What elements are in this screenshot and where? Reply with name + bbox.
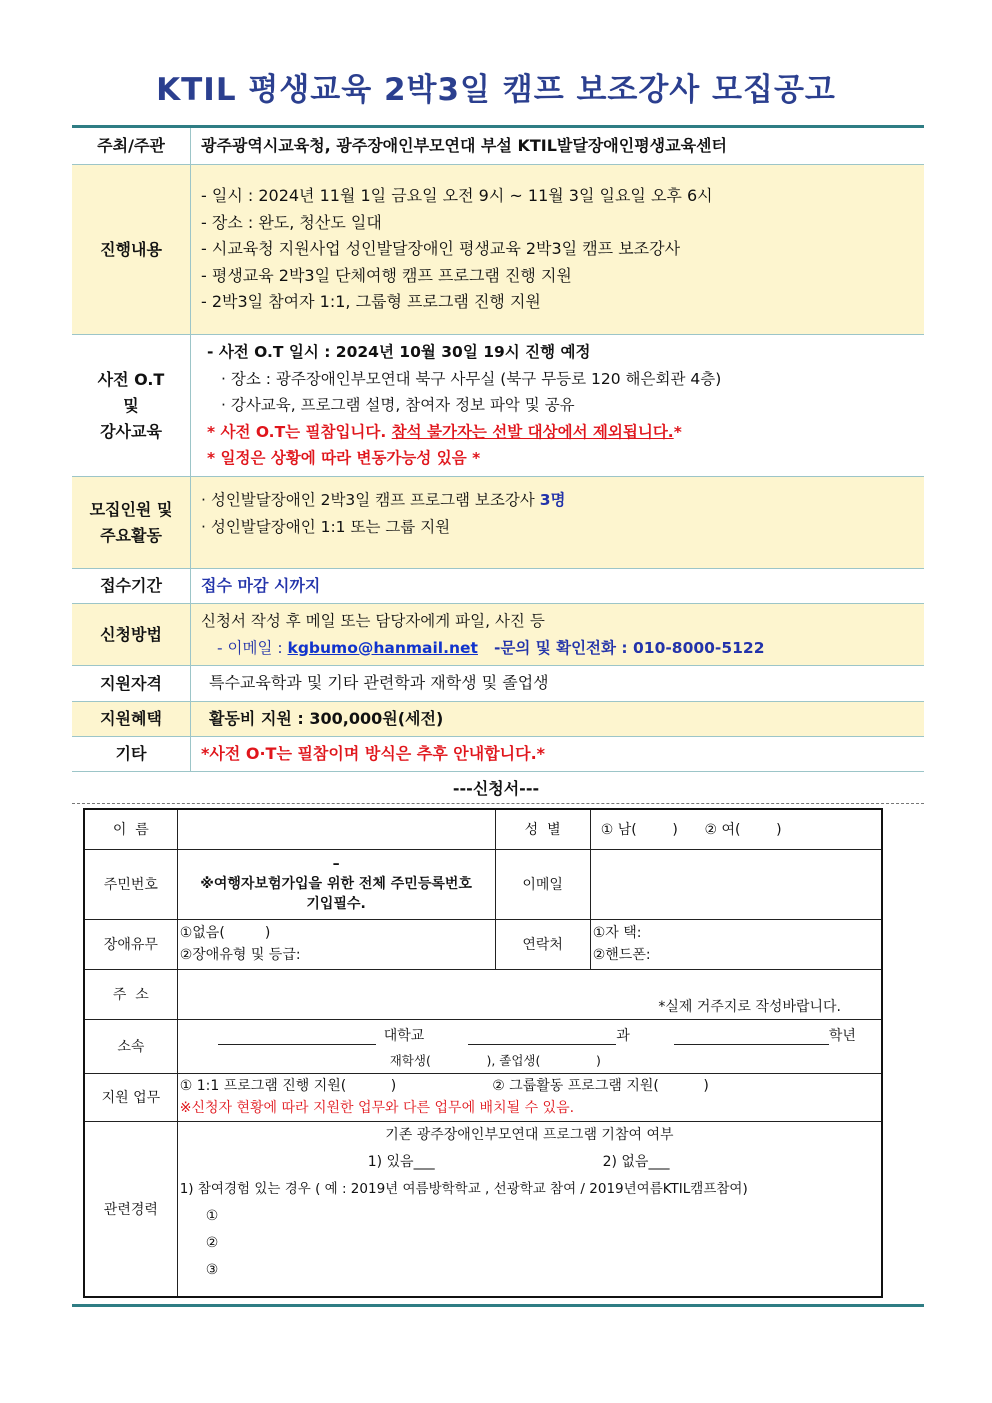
- contact-label: 연락처: [495, 919, 590, 969]
- content-line: - 시교육청 지원사업 성인발달장애인 평생교육 2박3일 캠프 보조강사: [201, 239, 681, 259]
- method-line1: 신청서 작성 후 메일 또는 담당자에게 파일, 사진 등: [201, 612, 545, 630]
- content-value: [191, 165, 925, 335]
- address-field[interactable]: [177, 969, 882, 1019]
- host-label: 주최/주관: [72, 127, 191, 165]
- task-option-2: ② 그룹활동 프로그램 지원( ): [492, 1078, 709, 1094]
- method-line2: [201, 635, 924, 662]
- dotted-divider: [72, 803, 924, 804]
- email-label: 이메일: [495, 849, 590, 919]
- disability-none: ①없음( ): [179, 925, 271, 941]
- phone-number: -문의 및 확인전화 : 010-8000-5122: [493, 638, 765, 657]
- disability-type: ②장애유형 및 등급:: [179, 947, 301, 963]
- ot-label-1: 사전 O.T: [97, 369, 165, 389]
- qualification-value: 특수교육학과 및 기타 관련학과 재학생 및 졸업생: [191, 666, 925, 702]
- recruit-line1-text: · 성인발달장애인 2박3일 캠프 프로그램 보조강사: [201, 491, 540, 509]
- disability-field[interactable]: [177, 919, 495, 969]
- content-label: 진행내용: [72, 165, 191, 335]
- dept-blank: [468, 1032, 616, 1045]
- ot-star: *: [673, 422, 682, 441]
- affiliation-field[interactable]: [177, 1019, 882, 1073]
- gender-label: 성 별: [495, 809, 590, 849]
- career-item-1: ①: [205, 1207, 219, 1224]
- recruit-count: 3명: [539, 491, 566, 509]
- recruit-line2: · 성인발달장애인 1:1 또는 그룹 지원: [201, 517, 451, 536]
- contact-field[interactable]: [590, 919, 882, 969]
- benefit-label: 지원혜택: [72, 702, 191, 737]
- affiliation-label: 소속: [84, 1019, 177, 1073]
- ot-label-3: 강사교육: [100, 421, 162, 441]
- contact-home: ①자 택:: [592, 925, 642, 941]
- ot-line3: · 강사교육, 프로그램 설명, 참여자 정보 파악 및 공유: [221, 396, 575, 415]
- period-value: 접수 마감 시까지: [191, 569, 925, 604]
- content-line: - 장소 : 완도, 청산도 일대: [201, 212, 382, 232]
- task-options: [180, 1075, 879, 1097]
- email-prefix: - 이메일 :: [217, 638, 288, 657]
- task-label: 지원 업무: [84, 1073, 177, 1121]
- career-field[interactable]: [177, 1121, 882, 1297]
- content-line: - 일시 : 2024년 11월 1일 금요일 오전 9시 ~ 11월 3일 일요일 오후 6시: [201, 186, 713, 206]
- email-link[interactable]: kgbumo@hanmail.net: [287, 638, 478, 657]
- affiliation-row: [180, 1023, 879, 1045]
- method-value: [191, 604, 925, 666]
- etc-value: *사전 O·T는 필참이며 방식은 추후 안내합니다.*: [191, 737, 925, 772]
- id-note-2: 기입필수.: [306, 896, 366, 912]
- univ-blank: [218, 1032, 376, 1045]
- method-label: 신청방법: [72, 604, 191, 666]
- name-field[interactable]: [177, 809, 495, 849]
- career-question: 기존 광주장애인부모연대 프로그램 기참여 여부: [385, 1126, 674, 1143]
- ot-required: * 사전 O.T는 필참입니다.: [207, 422, 392, 441]
- page-title: KTIL 평생교육 2박3일 캠프 보조강사 모집공고: [156, 72, 836, 108]
- disability-label: 장애유무: [84, 919, 177, 969]
- id-note-1: ※여행자보험가입을 위한 전체 주민등록번호: [200, 876, 472, 892]
- period-label: 접수기간: [72, 569, 191, 604]
- ot-exclusion: 참석 불가자는 선발 대상에서 제외됩니다.: [391, 422, 674, 441]
- id-label: 주민번호: [84, 849, 177, 919]
- dept-text: 과: [616, 1028, 630, 1044]
- recruit-label-1: 모집인원 및: [89, 499, 173, 519]
- ot-line1: - 사전 O.T 일시 : 2024년 10월 30일 19시 진행 예정: [207, 343, 591, 362]
- ot-label-2: 및: [123, 395, 139, 415]
- career-item-3: ③: [205, 1261, 219, 1278]
- grade-text: 학년: [828, 1028, 856, 1044]
- career-no: 2) 없음___: [602, 1153, 670, 1170]
- application-title: ---신청서---: [452, 779, 540, 798]
- career-yes: 1) 있음___: [367, 1153, 435, 1170]
- host-value: 광주광역시교육청, 광주장애인부모연대 부설 KTIL발달장애인평생교육센터: [191, 127, 925, 165]
- recruit-line1: [201, 487, 924, 514]
- ot-value: [191, 335, 925, 477]
- application-form: [83, 808, 883, 1298]
- contact-mobile: ②핸드폰:: [592, 947, 651, 963]
- id-field[interactable]: [177, 849, 495, 919]
- ot-label: [72, 335, 191, 477]
- benefit-value: 활동비 지원 : 300,000원(세전): [191, 702, 925, 737]
- content-line: - 평생교육 2박3일 단체여행 캠프 프로그램 진행 지원: [201, 265, 572, 285]
- career-item-2: ②: [205, 1234, 219, 1251]
- ot-line5: * 일정은 상황에 따라 변동가능성 있음 *: [207, 449, 481, 468]
- content-line: - 2박3일 참여자 1:1, 그룹형 프로그램 진행 지원: [201, 292, 541, 312]
- recruit-label: [72, 477, 191, 569]
- career-answers: [180, 1149, 879, 1176]
- gender-options[interactable]: ① 남( ) ② 여( ): [590, 809, 882, 849]
- address-label: 주 소: [84, 969, 177, 1019]
- notice-table: [72, 125, 924, 772]
- id-dash: –: [332, 856, 340, 872]
- ot-line2: · 장소 : 광주장애인부모연대 북구 사무실 (북구 무등로 120 해은회관 4층): [221, 369, 722, 388]
- task-note: ※신청자 현황에 따라 지원한 업무와 다른 업무에 배치될 수 있음.: [179, 1100, 575, 1116]
- student-status: 재학생( ), 졸업생( ): [389, 1053, 601, 1068]
- bottom-divider: [72, 1304, 924, 1307]
- recruit-value: [191, 477, 925, 569]
- qualification-label: 지원자격: [72, 666, 191, 702]
- address-note: *실제 거주지로 작성바랍니다.: [658, 998, 841, 1015]
- career-example: 1) 참여경험 있는 경우 ( 예 : 2019년 여름방학학교 , 선광학교 참여 / 2019년여름KTIL캠프참여): [179, 1180, 748, 1197]
- email-field[interactable]: [590, 849, 882, 919]
- ot-line4: [201, 419, 924, 446]
- recruit-label-2: 주요활동: [100, 525, 162, 545]
- task-field[interactable]: [177, 1073, 882, 1121]
- grade-blank: [674, 1032, 829, 1045]
- etc-label: 기타: [72, 737, 191, 772]
- univ-text: 대학교: [383, 1028, 425, 1044]
- name-label: 이 름: [84, 809, 177, 849]
- task-option-1: ① 1:1 프로그램 진행 지원( ): [179, 1078, 397, 1094]
- career-label: 관련경력: [84, 1121, 177, 1297]
